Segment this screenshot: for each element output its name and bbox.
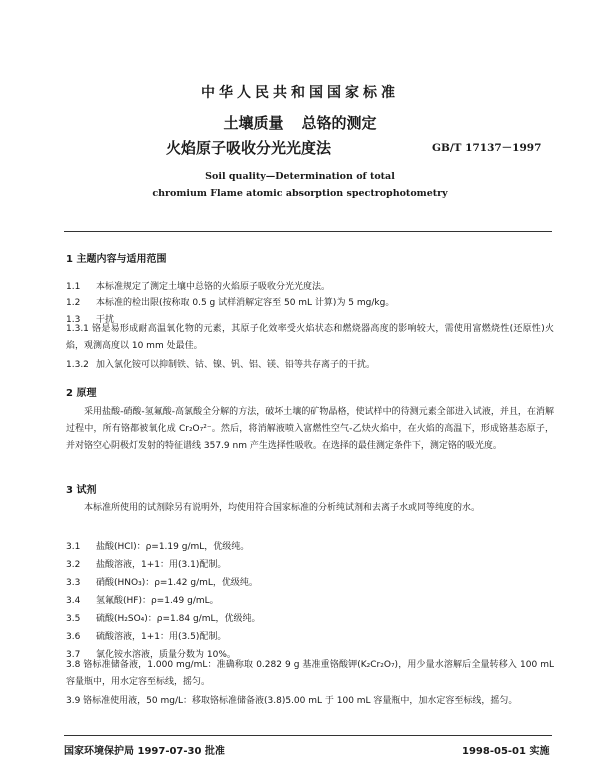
english-title-line1: Soil quality—Determination of total (205, 171, 395, 182)
document-title-line1 (0, 112, 600, 133)
item-number: 3.7 (66, 650, 81, 660)
item-number: 3.6 (66, 632, 81, 642)
item-3-9: 3.9 铬标准使用液，50 mg/L：移取铬标准储备液(3.8)5.00 mL 于 100 mL 容量瓶中，加水定容至标线，摇匀。 (66, 696, 518, 706)
implementation-date: 1998-05-01 实施 (462, 746, 550, 757)
item-text: 硫酸溶液，1+1：用(3.5)配制。 (96, 632, 227, 642)
item-text: 加入氯化铵可以抑制铁、钴、镍、钒、铝、镁、铅等共存离子的干扰。 (96, 360, 376, 370)
section-1-heading: 1 主题内容与适用范围 (66, 254, 167, 265)
section-3-intro: 本标准所使用的试剂除另有说明外，均使用符合国家标准的分析纯试剂和去离子水或同等纯度的水。 (84, 503, 481, 513)
item-3-8: 3.8 铬标准储备液，1.000 mg/mL：准确称取 0.282 9 g 基准重铬酸钾(K₂Cr₂O₇)，用少量水溶解后全量转移入 100 mL 容量瓶中，用水定容至标线，摇匀。 (66, 660, 554, 687)
item-1-2 (66, 295, 394, 308)
header-divider (64, 231, 552, 232)
item-3-3 (66, 575, 258, 588)
section-2-paragraph: 采用盐酸-硝酸-氢氟酸-高氯酸全分解的方法，破坏土壤的矿物晶格，使试样中的待测元素全部进入试液，并且，在消解过程中，所有铬都被氧化成 Cr₂O₇²⁻。然后，将消解液喷入富燃性空气-乙炔火焰中，在火焰的高温下，形成铬基态原子，并对铬空心阴极灯发射的特征谱线 357.9 nm 产生选择性吸收。在选择的最佳测定条件下，测定铬的吸光度。 (66, 407, 554, 451)
item-3-6 (66, 629, 226, 642)
item-1-3-1: 1.3.1 铬是易形成耐高温氧化物的元素，其原子化效率受火焰状态和燃烧器高度的影响较大，需使用富燃烧性(还原性)火焰，观测高度以 10 mm 处最佳。 (66, 324, 554, 351)
title-part-b: 总铬的测定 (301, 114, 377, 132)
item-3-2 (66, 557, 226, 570)
item-number: 3.2 (66, 560, 81, 570)
section-3-heading: 3 试剂 (66, 485, 97, 496)
item-number: 1.3 (66, 315, 81, 325)
item-1-1 (66, 279, 330, 292)
item-3-1 (66, 539, 249, 552)
item-number: 1.2 (66, 298, 81, 308)
item-1-3-2 (66, 357, 375, 370)
item-number: 3.5 (66, 614, 81, 624)
footer-divider (64, 735, 552, 736)
item-text: 盐酸(HCl)：ρ=1.19 g/mL，优级纯。 (96, 542, 250, 552)
standard-number: GB/T 17137－1997 (432, 142, 542, 154)
item-3-5 (66, 611, 260, 624)
item-text: 本标准规定了测定土壤中总铬的火焰原子吸收分光光度法。 (96, 282, 331, 292)
item-number: 3.4 (66, 596, 81, 606)
approval-info: 国家环境保护局 1997-07-30 批准 (64, 746, 225, 757)
document-title-line2: 火焰原子吸收分光光度法 (166, 139, 332, 157)
item-text: 干扰 (96, 315, 115, 325)
item-number: 1.3.2 (66, 360, 89, 370)
item-text: 硝酸(HNO₃)：ρ=1.42 g/mL，优级纯。 (96, 578, 258, 588)
item-text: 盐酸溶液，1+1：用(3.1)配制。 (96, 560, 227, 570)
item-text: 氯化铵水溶液，质量分数为 10%。 (96, 650, 236, 660)
item-text: 本标准的检出限(按称取 0.5 g 试样消解定容至 50 mL 计算)为 5 mg/kg。 (96, 298, 395, 308)
title-part-a: 土壤质量 (223, 114, 284, 132)
english-title-line2: chromium Flame atomic absorption spectrophotometry (152, 188, 448, 199)
item-number: 3.3 (66, 578, 81, 588)
item-text: 硫酸(H₂SO₄)：ρ=1.84 g/mL，优级纯。 (96, 614, 261, 624)
item-3-4 (66, 593, 219, 606)
item-number: 1.1 (66, 282, 81, 292)
section-2-heading: 2 原理 (66, 388, 97, 399)
item-text: 氢氟酸(HF)：ρ=1.49 g/mL。 (96, 596, 219, 606)
standard-title: 中华人民共和国国家标准 (201, 85, 399, 101)
item-number: 3.1 (66, 542, 81, 552)
